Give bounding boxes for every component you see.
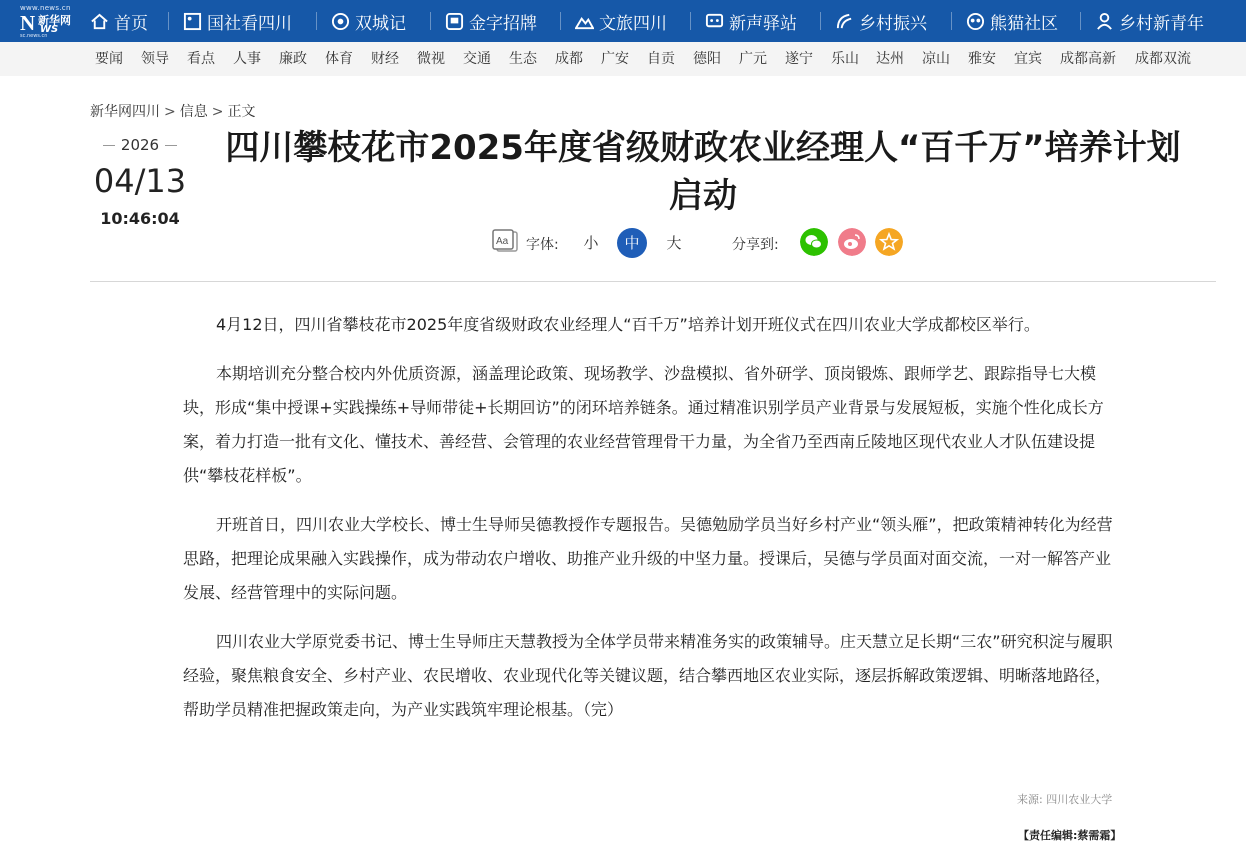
article-source: 来源: 四川农业大学: [1017, 793, 1113, 806]
channel-chengdu-shuangliu[interactable]: 成都双流: [1135, 51, 1191, 67]
mountain-icon: [575, 12, 594, 31]
voice-icon: [705, 12, 724, 31]
nav-item-label: 熊猫社区: [990, 13, 1058, 34]
nav-divider: [316, 12, 317, 30]
channel-lingdao[interactable]: 领导: [141, 51, 169, 67]
nav-divider: [430, 12, 431, 30]
nav-item-qingnian[interactable]: [1095, 0, 1204, 42]
nav-item-panda[interactable]: [966, 0, 1058, 42]
channel-deyang[interactable]: 德阳: [693, 51, 721, 67]
weibo-icon[interactable]: [838, 228, 866, 256]
nav-item-label: 金字招牌: [469, 13, 537, 34]
channel-yibin[interactable]: 宜宾: [1014, 51, 1042, 67]
nav-item-xiangcun[interactable]: [835, 0, 927, 42]
font-size-large-button[interactable]: 大: [666, 234, 682, 252]
logo-url-text: www.news.cn: [20, 4, 71, 12]
share-label: 分享到:: [732, 237, 779, 253]
breadcrumb: [90, 101, 255, 121]
nav-divider: [1080, 12, 1081, 30]
nav-item-label: 新声驿站: [729, 13, 797, 34]
xinhua-logo[interactable]: [20, 4, 72, 38]
channel-dazhou[interactable]: 达州: [876, 51, 904, 67]
nav-item-label: 首页: [114, 13, 148, 34]
channel-jiaotong[interactable]: 交通: [463, 51, 491, 67]
channel-tiyu[interactable]: 体育: [325, 51, 353, 67]
channel-chengdu[interactable]: 成都: [555, 51, 583, 67]
nav-item-jinzi[interactable]: [445, 0, 537, 42]
article-paragraph: 四川农业大学原党委书记、博士生导师庄天慧教授为全体学员带来精准务实的政策辅导。庄天慧立足长期“三农”研究积淀与履职经验，聚焦粮食安全、乡村产业、农民增收、农业现代化等关键议题，结合攀西地区农业实际，逐层拆解政策逻辑、明晰落地路径，帮助学员精准把握政策走向，为产业实践筑牢理论根基。（完）: [183, 632, 1113, 719]
publish-year: [90, 136, 190, 154]
publish-month-day: 04/13: [93, 162, 187, 200]
channel-yaowen[interactable]: 要闻: [95, 51, 123, 67]
channel-renshi[interactable]: 人事: [233, 51, 261, 67]
nav-item-home[interactable]: [90, 0, 148, 42]
font-size-small-button[interactable]: 小: [583, 234, 599, 252]
logo-domain-text: sc.news.cn: [20, 33, 48, 39]
font-size-label: 字体:: [526, 237, 559, 253]
wechat-icon[interactable]: [800, 228, 828, 256]
svg-text:Aa: Aa: [496, 236, 509, 247]
breadcrumb-home[interactable]: 新华网四川: [90, 104, 160, 120]
top-navigation-bar: [0, 0, 1246, 42]
breadcrumb-separator: >: [164, 104, 176, 120]
person-icon: [1095, 12, 1114, 31]
publish-year-text: 2026: [120, 136, 160, 154]
logo-mark-n: N: [20, 11, 36, 35]
badge-icon: [445, 12, 464, 31]
article-editor: 【责任编辑:蔡需霜】: [1018, 829, 1122, 842]
article-title: 四川攀枝花市2025年度省级财政农业经理人“百千万”培养计划启动: [225, 128, 1181, 216]
channel-zigong[interactable]: 自贡: [647, 51, 675, 67]
nav-item-label: 乡村新青年: [1119, 13, 1204, 34]
nav-item-xinsheng[interactable]: [705, 0, 797, 42]
channel-guangan[interactable]: 广安: [601, 51, 629, 67]
nav-item-guoshe[interactable]: [183, 0, 292, 42]
article-paragraph: 开班首日，四川农业大学校长、博士生导师吴德教授作专题报告。吴德勉励学员当好乡村产业“领头雁”，把政策精神转化为经营思路，把理论成果融入实践操作，成为带动农户增收、助推产业升级的中坚力量。授课后，吴德与学员面对面交流，一对一解答产业发展、经营管理中的实际问题。: [183, 515, 1113, 602]
channel-weishi[interactable]: 微视: [417, 51, 445, 67]
farm-icon: [835, 12, 854, 31]
nav-item-label: 文旅四川: [599, 13, 667, 34]
channel-yaan[interactable]: 雅安: [968, 51, 996, 67]
breadcrumb-separator: >: [211, 104, 224, 120]
font-size-medium-button[interactable]: 中: [617, 228, 647, 258]
qzone-icon[interactable]: [875, 228, 903, 256]
home-icon: [90, 12, 109, 31]
header-divider: [90, 281, 1216, 282]
channel-kandian[interactable]: 看点: [187, 51, 215, 67]
target-icon: [331, 12, 350, 31]
breadcrumb-section[interactable]: 信息: [179, 104, 208, 120]
channel-chengdu-gaoxin[interactable]: 成都高新: [1060, 51, 1116, 67]
article-paragraph: 4月12日，四川省攀枝花市2025年度省级财政农业经理人“百千万”培养计划开班仪式在四川农业大学成都校区举行。: [216, 315, 1040, 334]
nav-divider: [951, 12, 952, 30]
nav-divider: [690, 12, 691, 30]
nav-item-label: 乡村振兴: [859, 13, 927, 34]
channel-liangshan[interactable]: 凉山: [922, 51, 950, 67]
nav-item-shuangchengji[interactable]: [331, 0, 406, 42]
logo-mark-cn: 新华网: [38, 14, 71, 27]
nav-divider: [560, 12, 561, 30]
nav-item-label: 国社看四川: [207, 13, 292, 34]
channel-caijing[interactable]: 财经: [371, 51, 399, 67]
panda-icon: [966, 12, 985, 31]
nav-divider: [168, 12, 169, 30]
font-size-icon: [492, 229, 519, 253]
flag-icon: [183, 12, 202, 31]
channel-suining[interactable]: 遂宁: [785, 51, 813, 67]
channel-leshan[interactable]: 乐山: [831, 51, 859, 67]
breadcrumb-current: 正文: [227, 104, 256, 120]
channel-lianzheng[interactable]: 廉政: [279, 51, 307, 67]
channel-shengtai[interactable]: 生态: [509, 51, 537, 67]
nav-divider: [820, 12, 821, 30]
article-body: [183, 308, 1123, 742]
publish-time: 10:46:04: [100, 209, 180, 228]
logo-mark-ws: WS: [40, 24, 59, 35]
nav-item-wenlv[interactable]: [575, 0, 667, 42]
channel-navigation-bar: [0, 42, 1246, 76]
nav-item-label: 双城记: [355, 13, 406, 34]
article-paragraph: 本期培训充分整合校内外优质资源，涵盖理论政策、现场教学、沙盘模拟、省外研学、顶岗锻炼、跟师学艺、跟踪指导七大模块，形成“集中授课+实践操练+导师带徒+长期回访”的闭环培养链条。通过精准识别学员产业背景与发展短板，实施个性化成长方案，着力打造一批有文化、懂技术、善经营、会管理的农业经营管理骨干力量，为全省乃至西南丘陵地区现代农业人才队伍建设提供“攀枝花样板”。: [183, 364, 1104, 485]
channel-guangyuan[interactable]: 广元: [739, 51, 767, 67]
